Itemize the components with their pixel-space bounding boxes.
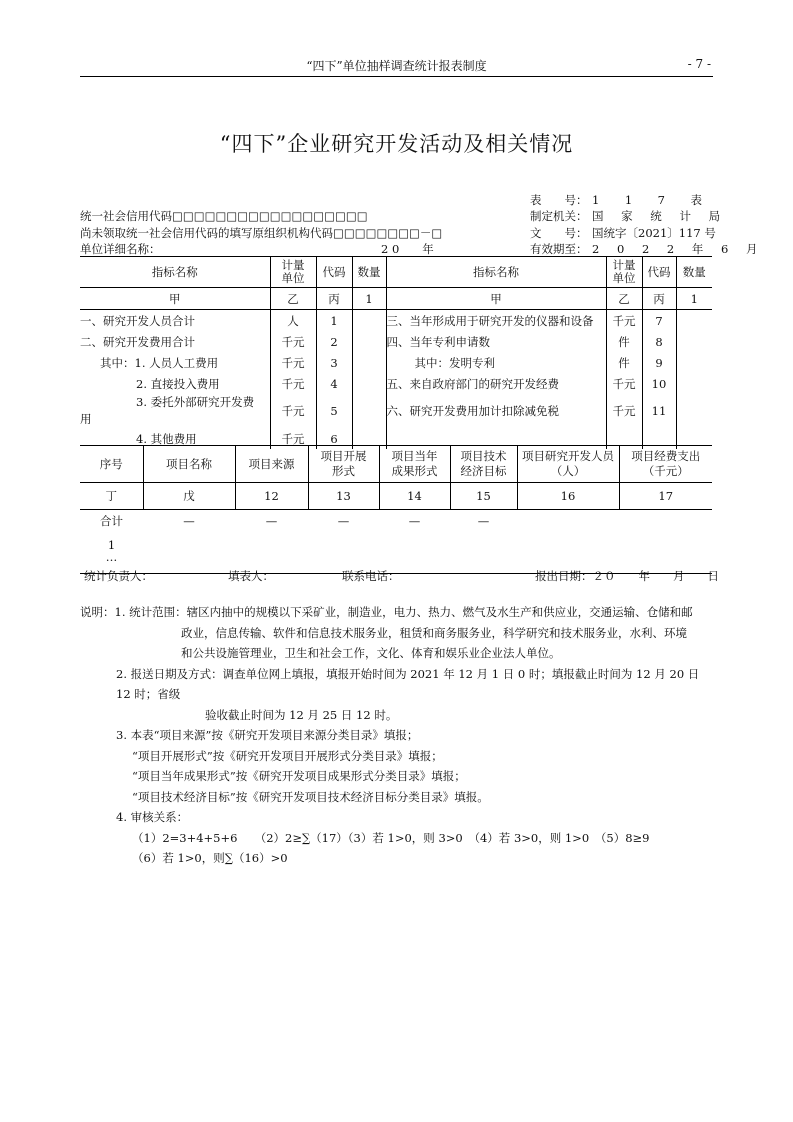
- page-number: - 7 -: [687, 57, 711, 71]
- code-source: 12: [235, 483, 308, 510]
- col-project-expense: 项目经费支出 （千元）: [619, 446, 712, 483]
- row-unit-right: 件: [606, 331, 642, 352]
- note-1: 说明：1. 统计范围：辖区内抽中的规模以下采矿业，制造业，电力、热力、燃气及水生产和供应业，交通运输、仓储和邮: [80, 605, 693, 619]
- col-project-result: 项目当年 成果形式: [379, 446, 450, 483]
- sub-qty: 1: [352, 288, 386, 310]
- header-code-right: 代码: [642, 257, 676, 288]
- col-project-staff: 项目研究开发人员 （人）: [517, 446, 619, 483]
- issuing-org: [530, 208, 727, 224]
- row-code-right: 7: [642, 310, 676, 332]
- row-index: 1: [107, 538, 116, 552]
- sub-qty-right: 1: [676, 288, 712, 310]
- code-result: 14: [379, 483, 450, 510]
- sub-code-right: 丙: [642, 288, 676, 310]
- filler-label: 填表人：: [228, 569, 274, 583]
- row-name: 其中：1. 人员人工费用: [100, 355, 219, 370]
- code-form: 13: [308, 483, 379, 510]
- note-2-cont: 验收截止时间为 12 月 25 日 12 时。: [205, 707, 398, 722]
- indicator-table: [80, 256, 712, 449]
- header-rule: [80, 76, 713, 77]
- row-qty-cell[interactable]: [352, 331, 386, 352]
- note-3-cont: “项目当年成果形式”按《研究开发项目成果形式分类目录》填报；: [132, 769, 466, 783]
- row-qty-cell-right[interactable]: [676, 394, 712, 428]
- row-name-right: 三、当年形成用于研究开发的仪器和设备: [386, 310, 606, 332]
- header-qty: 数量: [352, 257, 386, 288]
- row-code: 6: [316, 428, 352, 449]
- code-expense: 17: [619, 483, 712, 510]
- code-name: 戊: [143, 483, 235, 510]
- row-unit-right: 件: [606, 352, 642, 373]
- row-unit-right: 千元: [606, 310, 642, 332]
- valid-until: [530, 241, 765, 257]
- code-staff: 16: [517, 483, 619, 510]
- row-code-right: 8: [642, 331, 676, 352]
- note-3-cont: “项目开展形式”按《研究开发项目开展形式分类目录》填报；: [132, 748, 443, 763]
- code-target: 15: [450, 483, 517, 510]
- form-number-value: 1 1 7 表: [592, 193, 709, 207]
- note-4-rule: （6）若 1>0，则∑（16）>0: [132, 851, 288, 865]
- row-name-right: 四、当年专利申请数: [386, 331, 606, 352]
- project-table: [80, 445, 712, 574]
- code-seq: 丁: [80, 483, 143, 510]
- row-name-right: 五、来自政府部门的研究开发经费: [386, 373, 606, 394]
- row-qty-cell-right[interactable]: [676, 373, 712, 394]
- row-name-right: 六、研究开发费用加计扣除减免税: [386, 394, 606, 428]
- row-code: 1: [316, 310, 352, 332]
- header-qty-right: 数量: [676, 257, 712, 288]
- col-project-form: 项目开展 形式: [308, 446, 379, 483]
- total-dash: —: [183, 513, 195, 528]
- total-label: 合计: [100, 513, 123, 528]
- row-qty-cell-right[interactable]: [676, 331, 712, 352]
- col-seq: 序号: [80, 446, 143, 483]
- note-1-cont: 和公共设施管理业，卫生和社会工作，文化、体育和娱乐业企业法人单位。: [181, 646, 561, 660]
- note-2: 2. 报送日期及方式：调查单位网上填报，填报开始时间为 2021 年 12 月 1 日 0 时；填报截止时间为 12 月 20 日 12 时；省级: [116, 666, 700, 701]
- row-unit: 千元: [270, 331, 316, 352]
- total-staff-cell[interactable]: [517, 510, 619, 532]
- row-name: 二、研究开发费用合计: [80, 334, 195, 349]
- valid-until-value: 2 0 2 2 年 6 月: [592, 242, 765, 256]
- row-code-right: 11: [642, 394, 676, 428]
- stat-head-label: 统计负责人：: [84, 569, 153, 583]
- row-code: 3: [316, 352, 352, 373]
- row-name-wrap: 用: [80, 412, 92, 426]
- row-unit: 千元: [270, 352, 316, 373]
- total-dash: —: [265, 513, 278, 528]
- header-code: 代码: [316, 257, 352, 288]
- row-unit-right: 千元: [606, 373, 642, 394]
- doc-number: [530, 225, 716, 241]
- row-qty-cell-right[interactable]: [676, 310, 712, 332]
- row-code: 2: [316, 331, 352, 352]
- row-code-right: 9: [642, 352, 676, 373]
- issuing-org-value: 国 家 统 计 局: [592, 209, 728, 223]
- note-1-cont: 政业，信息传输、软件和信息技术服务业，租赁和商务服务业，科学研究和技术服务业，水利、环境: [181, 625, 687, 640]
- unit-name-label: 单位详细名称：: [80, 242, 161, 256]
- sub-name-right: 甲: [386, 288, 606, 310]
- org-code-line: 尚未领取统一社会信用代码的填写原组织机构代码□□□□□□□□－□: [80, 226, 443, 240]
- col-project-name: 项目名称: [143, 446, 235, 483]
- row-qty-cell-right[interactable]: [676, 352, 712, 373]
- row-qty-cell[interactable]: [352, 373, 386, 394]
- total-dash: —: [408, 513, 421, 528]
- col-project-source: 项目来源: [235, 446, 308, 483]
- note-3-cont: “项目技术经济目标”按《研究开发项目技术经济目标分类目录》填报。: [132, 789, 489, 804]
- report-year: 2 0 年: [381, 242, 434, 256]
- row-name: 3. 委托外部研究开发费: [136, 395, 255, 409]
- running-header-title: “四下”单位抽样调查统计报表制度: [306, 59, 487, 73]
- sub-code: 丙: [316, 288, 352, 310]
- header-unit: 计量 单位: [270, 257, 316, 288]
- row-code: 4: [316, 373, 352, 394]
- row-unit: 千元: [270, 373, 316, 394]
- row-name: 一、研究开发人员合计: [80, 313, 195, 328]
- col-project-target: 项目技术 经济目标: [450, 446, 517, 483]
- note-3: 3. 本表“项目来源”按《研究开发项目来源分类目录》填报；: [116, 728, 419, 742]
- total-expense-cell[interactable]: [619, 510, 712, 532]
- note-4: 4. 审核关系：: [116, 810, 189, 824]
- phone-label: 联系电话：: [342, 569, 400, 583]
- row-unit: 千元: [270, 394, 316, 428]
- issuing-org-label: 制定机关：: [530, 209, 588, 223]
- total-dash: —: [337, 513, 350, 528]
- report-date-label: 报出日期：２０ 年 月 日: [535, 569, 719, 583]
- row-code-right: 10: [642, 373, 676, 394]
- total-dash: —: [477, 513, 490, 528]
- row-unit: 千元: [270, 428, 316, 449]
- note-4-rule: （1）2=3+4+5+6 （2）2≥∑（17）（3）若 1>0，则 3>0 （4）若 3>0，则 1>0 （5）8≥9: [132, 830, 650, 845]
- form-number: [530, 192, 709, 208]
- header-unit-right: 计量 单位: [606, 257, 642, 288]
- header-indicator-name-right: 指标名称: [386, 257, 606, 288]
- header-indicator-name: 指标名称: [80, 257, 270, 288]
- credit-code-line: 统一社会信用代码□□□□□□□□□□□□□□□□□□: [80, 209, 368, 223]
- row-name: 2. 直接投入费用: [136, 376, 220, 391]
- row-qty-cell[interactable]: [352, 352, 386, 373]
- valid-until-label: 有效期至：: [530, 242, 588, 256]
- sub-name: 甲: [80, 288, 270, 310]
- form-title: “四下”企业研究开发活动及相关情况: [219, 132, 574, 156]
- doc-number-value: 国统字〔2021〕117 号: [592, 226, 716, 240]
- sub-unit-right: 乙: [606, 288, 642, 310]
- row-qty-cell[interactable]: [352, 394, 386, 428]
- row-name-right: 其中：发明专利: [386, 352, 606, 373]
- doc-number-label: 文 号：: [530, 226, 588, 240]
- row-qty-cell[interactable]: [352, 310, 386, 332]
- form-number-label: 表 号：: [530, 193, 588, 207]
- row-unit: 人: [270, 310, 316, 332]
- notes-section: [80, 602, 715, 869]
- row-unit-right: 千元: [606, 394, 642, 428]
- sub-unit: 乙: [270, 288, 316, 310]
- row-ellipsis: …: [80, 552, 143, 574]
- row-name: 4. 其他费用: [136, 431, 197, 446]
- row-code: 5: [316, 394, 352, 428]
